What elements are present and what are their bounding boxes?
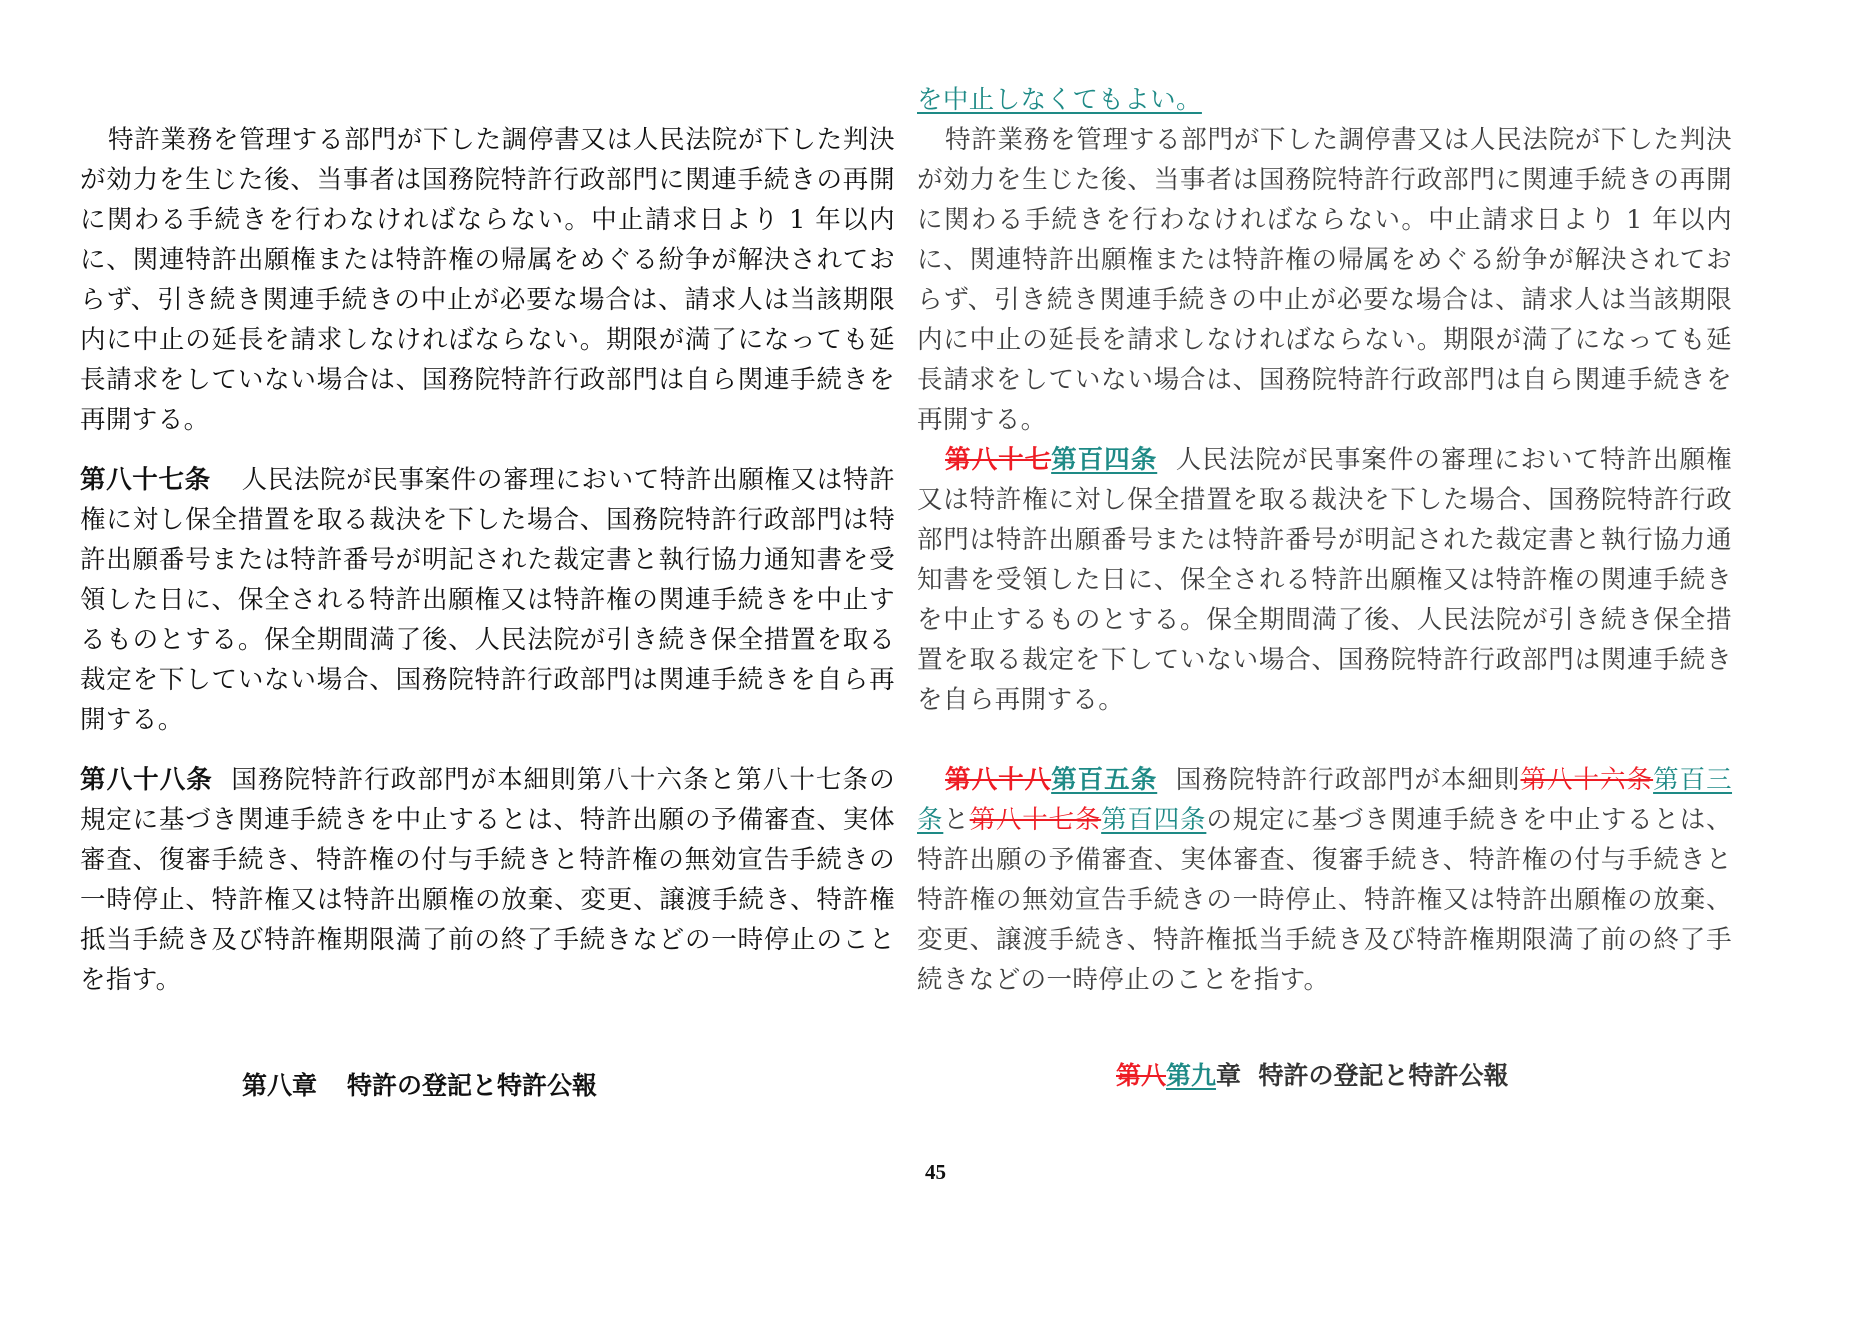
inserted-chapter-number: 第九 <box>1166 1061 1217 1090</box>
deleted-reference: 第八十七条 <box>969 805 1102 835</box>
chapter-suffix: 章 <box>1216 1061 1242 1090</box>
page-number: 45 <box>925 1160 946 1184</box>
article-105-body-a: 国務院特許行政部門が本細則 <box>1175 765 1521 795</box>
right-article-104 <box>917 440 1732 720</box>
chapter-title: 特許の登記と特許公報 <box>347 1071 598 1100</box>
right-chapter-heading <box>1116 1056 1509 1092</box>
right-paragraph-resumption: 特許業務を管理する部門が下した調停書又は人民法院が下した判決が効力を生じた後、当事者は国務院特許行政部門に関連手続きの再開に関わる手続きを行わなければならない。中止請求日より 1 年以内に、関連特許出願権または特許権の帰属をめぐる紛争が解決されておらず、引き続き関連手続きの中止が必要な場合は、請求人は当該期限内に中止の延長を請求しなければならない。期限が満了になっても延長請求をしていない場合は、国務院特許行政部門は自ら関連手続きを再開する。 <box>917 125 1732 435</box>
inserted-article-number: 第百五条 <box>1051 765 1158 795</box>
article-87-body: 人民法院が民事案件の審理において特許出願権又は特許権に対し保全措置を取る裁決を下した場合、国務院特許行政部門は特許出願番号または特許番号が明記された裁定書と執行協力通知書を受領した日に、保全される特許出願権又は特許権の関連手続きを中止するものとする。保全期間満了後、人民法院が引き続き保全措置を取る裁定を下していない場合、国務院特許行政部門は関連手続きを自ら再開する。 <box>80 465 895 735</box>
article-105-body-c: の規定に基づき関連手続きを中止するとは、特許出願の予備審査、実体審査、復審手続き、特許権の付与手続きと特許権の無効宣告手続きの一時停止、特許権又は特許出願権の放棄、変更、譲渡手続き、特許権抵当手続き及び特許権期限満了前の終了手続きなどの一時停止のことを指す。 <box>917 805 1732 995</box>
chapter-number: 第八章 <box>242 1071 318 1100</box>
deleted-article-number: 第八十八 <box>945 765 1052 795</box>
deleted-article-number: 第八十七 <box>945 445 1052 475</box>
right-article-105 <box>917 760 1732 1000</box>
deleted-chapter-number: 第八 <box>1116 1061 1167 1090</box>
inserted-article-number: 第百四条 <box>1051 445 1158 475</box>
article-105-body-b: と <box>943 805 970 835</box>
article-88-body: 国務院特許行政部門が本細則第八十六条と第八十七条の規定に基づき関連手続きを中止するとは、特許出願の予備審査、実体審査、復審手続き、特許権の付与手続きと特許権の無効宣告手続きの一時停止、特許権又は特許出願権の放棄、変更、譲渡手続き、特許権抵当手続き及び特許権期限満了前の終了手続きなどの一時停止のことを指す。 <box>80 765 895 995</box>
inserted-reference: 第百四条 <box>1101 805 1207 835</box>
right-carryover-line <box>917 80 1732 120</box>
article-104-body: 人民法院が民事案件の審理において特許出願権又は特許権に対し保全措置を取る裁決を下した場合、国務院特許行政部門は特許出願番号または特許番号が明記された裁定書と執行協力通知書を受領した日に、保全される特許出願権又は特許権の関連手続きを中止するものとする。保全期間満了後、人民法院が引き続き保全措置を取る裁定を下していない場合、国務院特許行政部門は関連手続きを自ら再開する。 <box>917 445 1733 715</box>
left-chapter-heading <box>242 1066 597 1102</box>
left-paragraph-resumption: 特許業務を管理する部門が下した調停書又は人民法院が下した判決が効力を生じた後、当事者は国務院特許行政部門に関連手続きの再開に関わる手続きを行わなければならない。中止請求日より 1 年以内に、関連特許出願権または特許権の帰属をめぐる紛争が解決されておらず、引き続き関連手続きの中止が必要な場合は、請求人は当該期限内に中止の延長を請求しなければならない。期限が満了になっても延長請求をしていない場合は、国務院特許行政部門は自ら関連手続きを再開する。 <box>80 125 895 435</box>
left-article-88 <box>80 760 895 1000</box>
inserted-text: を中止しなくてもよい。 <box>917 85 1202 115</box>
left-article-87 <box>80 460 895 740</box>
inserted-reference: 第百三条 <box>917 765 1733 835</box>
article-88-title: 第八十八条 <box>80 765 213 795</box>
article-87-title: 第八十七条 <box>80 465 211 495</box>
chapter-title: 特許の登記と特許公報 <box>1258 1061 1509 1090</box>
deleted-reference: 第八十六条 <box>1520 765 1654 795</box>
